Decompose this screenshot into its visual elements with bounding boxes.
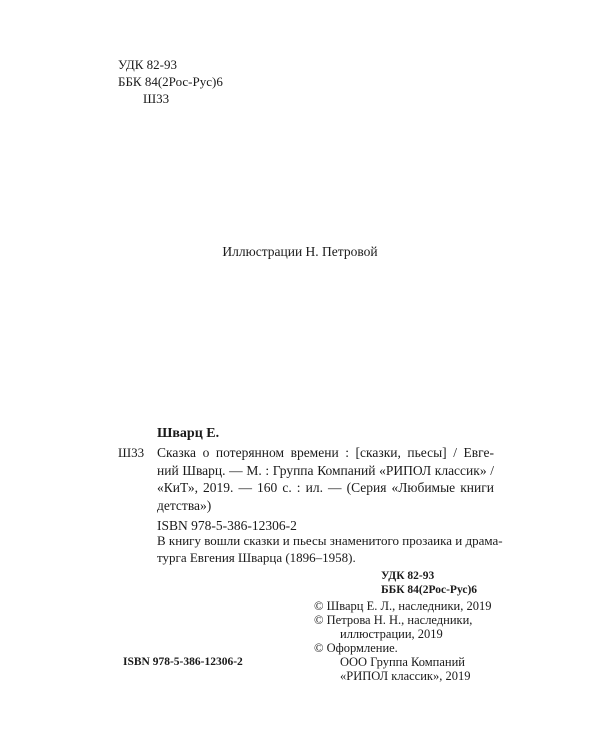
catalog-author-mark: Ш33	[118, 445, 145, 460]
bbk-code: ББК 84(2Рос-Рус)6	[118, 74, 223, 89]
udk-code-bold: УДК 82-93	[381, 570, 435, 582]
copyright-continuation: «РИПОЛ классик», 2019	[340, 669, 471, 683]
isbn-main: ISBN 978-5-386-12306-2	[157, 518, 297, 533]
copyright-line: © Оформление.	[314, 641, 398, 655]
copyright-continuation: ООО Группа Компаний	[340, 655, 465, 669]
annotation-line: В книгу вошли сказки и пьесы знаменитого прозаика и драма-	[157, 533, 503, 548]
bbk-code-bold: ББК 84(2Рос-Рус)6	[381, 584, 478, 596]
right-classification-codes	[381, 569, 477, 597]
bibliographic-description	[157, 444, 494, 514]
udk-code: УДК 82-93	[118, 57, 178, 72]
description-line: Сказка о потерянном времени : [сказки, пьесы] / Евге-	[157, 445, 494, 460]
annotation	[157, 533, 503, 566]
author-heading: Шварц Е.	[157, 426, 220, 441]
copyright-block	[314, 599, 491, 683]
description-line: «КиТ», 2019. — 160 с. : ил. — (Серия «Любимые книги	[157, 480, 494, 495]
annotation-line: турга Евгения Шварца (1896–1958).	[157, 549, 356, 565]
description-line: детства»)	[157, 497, 212, 513]
description-line: ний Шварц. — М. : Группа Компаний «РИПОЛ классик» /	[157, 462, 494, 478]
isbn-bottom: ISBN 978-5-386-12306-2	[123, 656, 243, 668]
classification-codes	[118, 56, 223, 107]
illustrations-credit: Иллюстрации Н. Петровой	[222, 244, 378, 259]
author-mark: Ш33	[143, 91, 170, 106]
copyright-line: © Петрова Н. Н., наследники,	[314, 613, 473, 627]
copyright-line: © Шварц Е. Л., наследники, 2019	[314, 599, 492, 613]
copyright-continuation: иллюстрации, 2019	[340, 627, 443, 641]
